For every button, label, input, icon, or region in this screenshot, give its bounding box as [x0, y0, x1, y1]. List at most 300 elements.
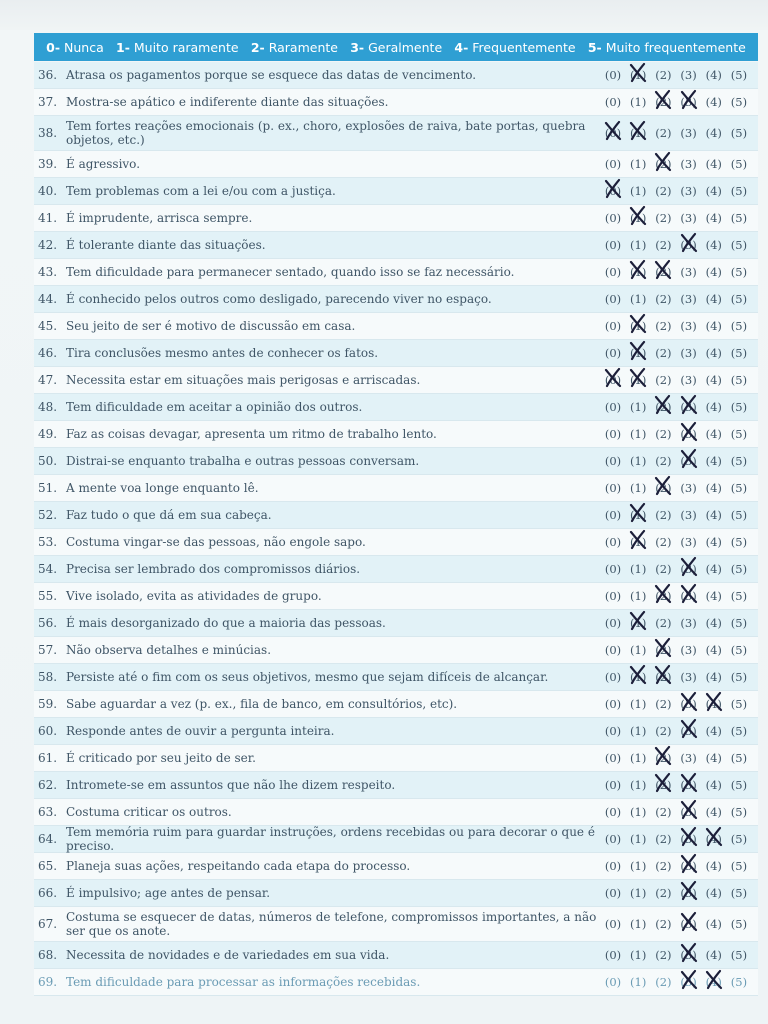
answer-option[interactable] — [678, 589, 700, 603]
answer-option[interactable] — [678, 975, 700, 989]
answer-option[interactable] — [703, 373, 725, 387]
answer-option[interactable] — [602, 400, 624, 414]
answer-option[interactable] — [678, 373, 700, 387]
option-label: (1) — [630, 859, 647, 873]
answer-options — [602, 508, 758, 522]
option-label: (1) — [630, 238, 647, 252]
legend-number: 4- — [454, 39, 469, 55]
question-text: É agressivo. — [66, 157, 141, 171]
answer-option[interactable] — [703, 400, 725, 414]
answer-option[interactable] — [728, 886, 750, 900]
answer-option[interactable] — [728, 832, 750, 846]
option-label: (3) — [680, 95, 697, 109]
answer-option[interactable] — [652, 184, 674, 198]
answer-option[interactable] — [728, 427, 750, 441]
answer-options — [602, 292, 758, 306]
answer-option[interactable] — [652, 157, 674, 171]
answer-options — [602, 95, 758, 109]
answer-option[interactable] — [652, 589, 674, 603]
answer-option[interactable] — [627, 126, 649, 140]
option-label: (2) — [655, 400, 672, 414]
answer-option[interactable] — [728, 265, 750, 279]
answer-option[interactable] — [678, 95, 700, 109]
answer-options — [602, 400, 758, 414]
answer-option[interactable] — [703, 643, 725, 657]
answer-option[interactable] — [652, 859, 674, 873]
answer-option[interactable] — [728, 697, 750, 711]
answer-option[interactable] — [728, 751, 750, 765]
answer-option[interactable] — [627, 95, 649, 109]
answer-option[interactable] — [703, 346, 725, 360]
option-label: (5) — [730, 427, 748, 441]
answer-option[interactable] — [703, 481, 725, 495]
answer-option[interactable] — [627, 373, 649, 387]
answer-option[interactable] — [652, 211, 674, 225]
answer-option[interactable] — [703, 724, 725, 738]
option-label: (4) — [705, 184, 722, 198]
answer-option[interactable] — [652, 427, 674, 441]
answer-option[interactable] — [703, 68, 725, 82]
answer-option[interactable] — [728, 589, 750, 603]
answer-option[interactable] — [627, 68, 649, 82]
answer-option[interactable] — [678, 859, 700, 873]
answer-option[interactable] — [703, 508, 725, 522]
answer-option[interactable] — [703, 238, 725, 252]
answer-option[interactable] — [678, 265, 700, 279]
question-row — [34, 475, 758, 502]
answer-option[interactable] — [602, 508, 624, 522]
option-label: (3) — [680, 319, 697, 333]
answer-option[interactable] — [678, 886, 700, 900]
answer-option[interactable] — [627, 805, 649, 819]
option-label: (5) — [730, 400, 748, 414]
option-label: (1) — [630, 211, 647, 225]
answer-option[interactable] — [602, 157, 624, 171]
option-label: (1) — [630, 481, 647, 495]
answer-options — [602, 724, 758, 738]
question-text: Faz as coisas devagar, apresenta um ritmo de trabalho lento. — [66, 427, 437, 441]
answer-option[interactable] — [703, 562, 725, 576]
answer-option[interactable] — [602, 948, 624, 962]
answer-option[interactable] — [652, 481, 674, 495]
question-number: 63. — [38, 805, 58, 819]
answer-option[interactable] — [678, 562, 700, 576]
answer-option[interactable] — [627, 670, 649, 684]
answer-option[interactable] — [703, 589, 725, 603]
option-label: (2) — [655, 373, 672, 387]
answer-option[interactable] — [627, 616, 649, 630]
answer-option[interactable] — [652, 346, 674, 360]
legend-label: Geralmente — [368, 39, 443, 55]
question-row — [34, 880, 758, 907]
answer-option[interactable] — [652, 975, 674, 989]
answer-option[interactable] — [602, 319, 624, 333]
option-label: (1) — [630, 427, 647, 441]
answer-option[interactable] — [703, 126, 725, 140]
answer-option[interactable] — [703, 697, 725, 711]
answer-option[interactable] — [652, 724, 674, 738]
option-label: (0) — [604, 832, 622, 846]
answer-option[interactable] — [602, 265, 624, 279]
answer-option[interactable] — [678, 238, 700, 252]
answer-option[interactable] — [703, 184, 725, 198]
question-number: 53. — [38, 535, 58, 549]
option-label: (1) — [630, 778, 647, 792]
answer-option[interactable] — [728, 346, 750, 360]
answer-option[interactable] — [703, 157, 725, 171]
question-text: Tem memória ruim para guardar instruções, ordens recebidas ou para decorar o que é preciso. — [66, 825, 595, 853]
answer-option[interactable] — [703, 292, 725, 306]
question-row — [34, 691, 758, 718]
answer-option[interactable] — [602, 211, 624, 225]
answer-options — [602, 562, 758, 576]
question-row — [34, 89, 758, 116]
answer-option[interactable] — [602, 238, 624, 252]
answer-option[interactable] — [652, 616, 674, 630]
question-text: Costuma vingar-se das pessoas, não engole sapo. — [66, 535, 366, 549]
answer-option[interactable] — [602, 68, 624, 82]
answer-option[interactable] — [703, 886, 725, 900]
answer-option[interactable] — [728, 859, 750, 873]
option-label: (1) — [630, 562, 647, 576]
answer-option[interactable] — [602, 751, 624, 765]
answer-options — [602, 68, 758, 82]
answer-option[interactable] — [728, 917, 750, 931]
answer-option[interactable] — [627, 265, 649, 279]
legend-number: 0- — [46, 39, 61, 55]
answer-option[interactable] — [627, 589, 649, 603]
option-label: (0) — [604, 697, 622, 711]
question-number: 54. — [38, 562, 58, 576]
answer-options — [602, 481, 758, 495]
answer-option[interactable] — [652, 265, 674, 279]
option-label: (1) — [630, 535, 647, 549]
question-text: Sabe aguardar a vez (p. ex., fila de banco, em consultórios, etc). — [66, 697, 458, 711]
answer-option[interactable] — [728, 95, 750, 109]
answer-option[interactable] — [728, 373, 750, 387]
question-number: 64. — [38, 832, 58, 846]
answer-option[interactable] — [602, 373, 624, 387]
answer-option[interactable] — [703, 535, 725, 549]
answer-option[interactable] — [652, 751, 674, 765]
answer-option[interactable] — [703, 95, 725, 109]
answer-option[interactable] — [728, 211, 750, 225]
answer-option[interactable] — [602, 454, 624, 468]
answer-option[interactable] — [678, 697, 700, 711]
answer-option[interactable] — [627, 886, 649, 900]
option-label: (2) — [655, 238, 672, 252]
answer-option[interactable] — [652, 400, 674, 414]
answer-option[interactable] — [627, 975, 649, 989]
answer-option[interactable] — [652, 126, 674, 140]
answer-option[interactable] — [703, 751, 725, 765]
answer-option[interactable] — [678, 319, 700, 333]
option-label: (0) — [604, 126, 622, 140]
answer-option[interactable] — [703, 670, 725, 684]
question-number: 50. — [38, 454, 58, 468]
answer-option[interactable] — [678, 454, 700, 468]
question-row — [34, 232, 758, 259]
option-label: (2) — [655, 562, 672, 576]
answer-option[interactable] — [602, 859, 624, 873]
answer-option[interactable] — [678, 751, 700, 765]
option-label: (5) — [730, 292, 748, 306]
question-text: Costuma criticar os outros. — [66, 805, 232, 819]
answer-option[interactable] — [627, 535, 649, 549]
answer-option[interactable] — [602, 670, 624, 684]
option-label: (2) — [655, 724, 672, 738]
answer-option[interactable] — [652, 917, 674, 931]
answer-option[interactable] — [602, 126, 624, 140]
answer-option[interactable] — [678, 68, 700, 82]
answer-option[interactable] — [627, 778, 649, 792]
option-label: (4) — [705, 508, 722, 522]
option-label: (4) — [705, 832, 722, 846]
option-label: (3) — [680, 454, 697, 468]
answer-option[interactable] — [678, 643, 700, 657]
answer-option[interactable] — [627, 508, 649, 522]
question-number: 65. — [38, 859, 58, 873]
answer-option[interactable] — [602, 95, 624, 109]
answer-option[interactable] — [652, 948, 674, 962]
answer-option[interactable] — [678, 157, 700, 171]
question-row — [34, 259, 758, 286]
answer-option[interactable] — [678, 778, 700, 792]
option-label: (0) — [604, 589, 622, 603]
answer-option[interactable] — [602, 805, 624, 819]
answer-option[interactable] — [627, 427, 649, 441]
option-label: (1) — [630, 975, 647, 989]
answer-option[interactable] — [728, 948, 750, 962]
answer-option[interactable] — [678, 616, 700, 630]
answer-option[interactable] — [703, 616, 725, 630]
answer-option[interactable] — [703, 832, 725, 846]
answer-option[interactable] — [627, 643, 649, 657]
legend-number: 5- — [587, 39, 602, 55]
answer-option[interactable] — [652, 535, 674, 549]
answer-option[interactable] — [678, 400, 700, 414]
option-label: (2) — [655, 778, 672, 792]
option-label: (2) — [655, 508, 672, 522]
answer-option[interactable] — [703, 948, 725, 962]
answer-option[interactable] — [627, 917, 649, 931]
question-text: Tem problemas com a lei e/ou com a justiça. — [66, 184, 336, 198]
answer-options — [602, 805, 758, 819]
answer-option[interactable] — [652, 805, 674, 819]
answer-option[interactable] — [678, 724, 700, 738]
answer-option[interactable] — [602, 184, 624, 198]
option-label: (2) — [655, 157, 672, 171]
answer-option[interactable] — [602, 346, 624, 360]
question-number: 57. — [38, 643, 58, 657]
option-label: (1) — [630, 95, 647, 109]
answer-option[interactable] — [652, 643, 674, 657]
answer-option[interactable] — [728, 508, 750, 522]
answer-option[interactable] — [678, 832, 700, 846]
answer-option[interactable] — [627, 346, 649, 360]
answer-option[interactable] — [627, 184, 649, 198]
option-label: (4) — [705, 948, 722, 962]
answer-option[interactable] — [627, 319, 649, 333]
answer-option[interactable] — [728, 68, 750, 82]
answer-option[interactable] — [728, 562, 750, 576]
option-label: (3) — [680, 373, 697, 387]
answer-option[interactable] — [627, 697, 649, 711]
option-label: (3) — [680, 346, 697, 360]
answer-option[interactable] — [703, 805, 725, 819]
answer-option[interactable] — [728, 157, 750, 171]
answer-option[interactable] — [652, 373, 674, 387]
answer-option[interactable] — [652, 778, 674, 792]
answer-option[interactable] — [678, 346, 700, 360]
answer-option[interactable] — [728, 454, 750, 468]
option-label: (3) — [680, 724, 697, 738]
answer-option[interactable] — [602, 292, 624, 306]
answer-option[interactable] — [627, 481, 649, 495]
answer-option[interactable] — [703, 427, 725, 441]
answer-option[interactable] — [627, 859, 649, 873]
answer-option[interactable] — [652, 562, 674, 576]
answer-option[interactable] — [728, 670, 750, 684]
answer-option[interactable] — [678, 126, 700, 140]
answer-option[interactable] — [728, 643, 750, 657]
option-label: (3) — [680, 184, 697, 198]
option-label: (4) — [705, 346, 722, 360]
answer-option[interactable] — [627, 400, 649, 414]
answer-option[interactable] — [728, 238, 750, 252]
answer-option[interactable] — [602, 724, 624, 738]
answer-options — [602, 778, 758, 792]
answer-option[interactable] — [627, 454, 649, 468]
answer-option[interactable] — [728, 292, 750, 306]
option-label: (3) — [680, 535, 697, 549]
question-row — [34, 502, 758, 529]
answer-option[interactable] — [602, 481, 624, 495]
answer-option[interactable] — [602, 886, 624, 900]
answer-option[interactable] — [602, 643, 624, 657]
answer-option[interactable] — [728, 805, 750, 819]
answer-option[interactable] — [703, 211, 725, 225]
option-label: (0) — [604, 643, 622, 657]
answer-option[interactable] — [703, 917, 725, 931]
answer-option[interactable] — [602, 427, 624, 441]
answer-option[interactable] — [602, 616, 624, 630]
answer-option[interactable] — [678, 917, 700, 931]
answer-option[interactable] — [602, 562, 624, 576]
answer-option[interactable] — [652, 319, 674, 333]
answer-option[interactable] — [728, 975, 750, 989]
option-label: (5) — [730, 886, 748, 900]
answer-option[interactable] — [678, 508, 700, 522]
answer-options — [602, 535, 758, 549]
option-label: (5) — [730, 95, 748, 109]
answer-option[interactable] — [703, 319, 725, 333]
answer-option[interactable] — [602, 832, 624, 846]
answer-option[interactable] — [703, 859, 725, 873]
answer-option[interactable] — [602, 697, 624, 711]
answer-option[interactable] — [602, 917, 624, 931]
option-label: (5) — [730, 948, 748, 962]
answer-option[interactable] — [627, 832, 649, 846]
answer-option[interactable] — [627, 751, 649, 765]
answer-option[interactable] — [602, 778, 624, 792]
answer-option[interactable] — [728, 616, 750, 630]
answer-option[interactable] — [652, 832, 674, 846]
question-text: Necessita estar em situações mais perigosas e arriscadas. — [66, 373, 421, 387]
question-number: 47. — [38, 373, 58, 387]
answer-option[interactable] — [728, 724, 750, 738]
question-row — [34, 610, 758, 637]
answer-option[interactable] — [652, 508, 674, 522]
answer-option[interactable] — [728, 184, 750, 198]
option-label: (4) — [705, 975, 722, 989]
answer-option[interactable] — [627, 238, 649, 252]
answer-option[interactable] — [678, 535, 700, 549]
option-label: (5) — [730, 454, 748, 468]
answer-option[interactable] — [652, 670, 674, 684]
answer-option[interactable] — [728, 535, 750, 549]
answer-option[interactable] — [602, 975, 624, 989]
answer-option[interactable] — [627, 211, 649, 225]
answer-option[interactable] — [678, 211, 700, 225]
answer-option[interactable] — [678, 427, 700, 441]
answer-option[interactable] — [652, 697, 674, 711]
answer-option[interactable] — [627, 292, 649, 306]
question-number: 69. — [38, 975, 58, 989]
option-label: (0) — [604, 917, 622, 931]
answer-option[interactable] — [728, 778, 750, 792]
answer-option[interactable] — [652, 68, 674, 82]
option-label: (1) — [630, 886, 647, 900]
answer-option[interactable] — [678, 948, 700, 962]
answer-option[interactable] — [652, 95, 674, 109]
answer-option[interactable] — [678, 292, 700, 306]
answer-option[interactable] — [602, 535, 624, 549]
answer-option[interactable] — [703, 454, 725, 468]
answer-option[interactable] — [602, 589, 624, 603]
answer-option[interactable] — [728, 126, 750, 140]
option-label: (4) — [705, 95, 722, 109]
answer-option[interactable] — [728, 400, 750, 414]
answer-option[interactable] — [627, 157, 649, 171]
option-label: (0) — [604, 670, 622, 684]
answer-option[interactable] — [652, 292, 674, 306]
question-text: Faz tudo o que dá em sua cabeça. — [66, 508, 272, 522]
answer-option[interactable] — [627, 948, 649, 962]
answer-option[interactable] — [652, 238, 674, 252]
option-label: (4) — [705, 157, 722, 171]
option-label: (2) — [655, 886, 672, 900]
answer-option[interactable] — [652, 454, 674, 468]
answer-option[interactable] — [703, 265, 725, 279]
answer-option[interactable] — [627, 562, 649, 576]
answer-option[interactable] — [728, 481, 750, 495]
option-label: (1) — [630, 373, 647, 387]
answer-option[interactable] — [703, 975, 725, 989]
option-label: (3) — [680, 481, 697, 495]
answer-option[interactable] — [627, 724, 649, 738]
answer-option[interactable] — [678, 481, 700, 495]
option-label: (4) — [705, 319, 722, 333]
answer-option[interactable] — [678, 670, 700, 684]
option-label: (4) — [705, 211, 722, 225]
answer-option[interactable] — [703, 778, 725, 792]
legend-label: Frequentemente — [472, 39, 576, 55]
answer-option[interactable] — [728, 319, 750, 333]
answer-option[interactable] — [652, 886, 674, 900]
answer-option[interactable] — [678, 184, 700, 198]
answer-option[interactable] — [678, 805, 700, 819]
